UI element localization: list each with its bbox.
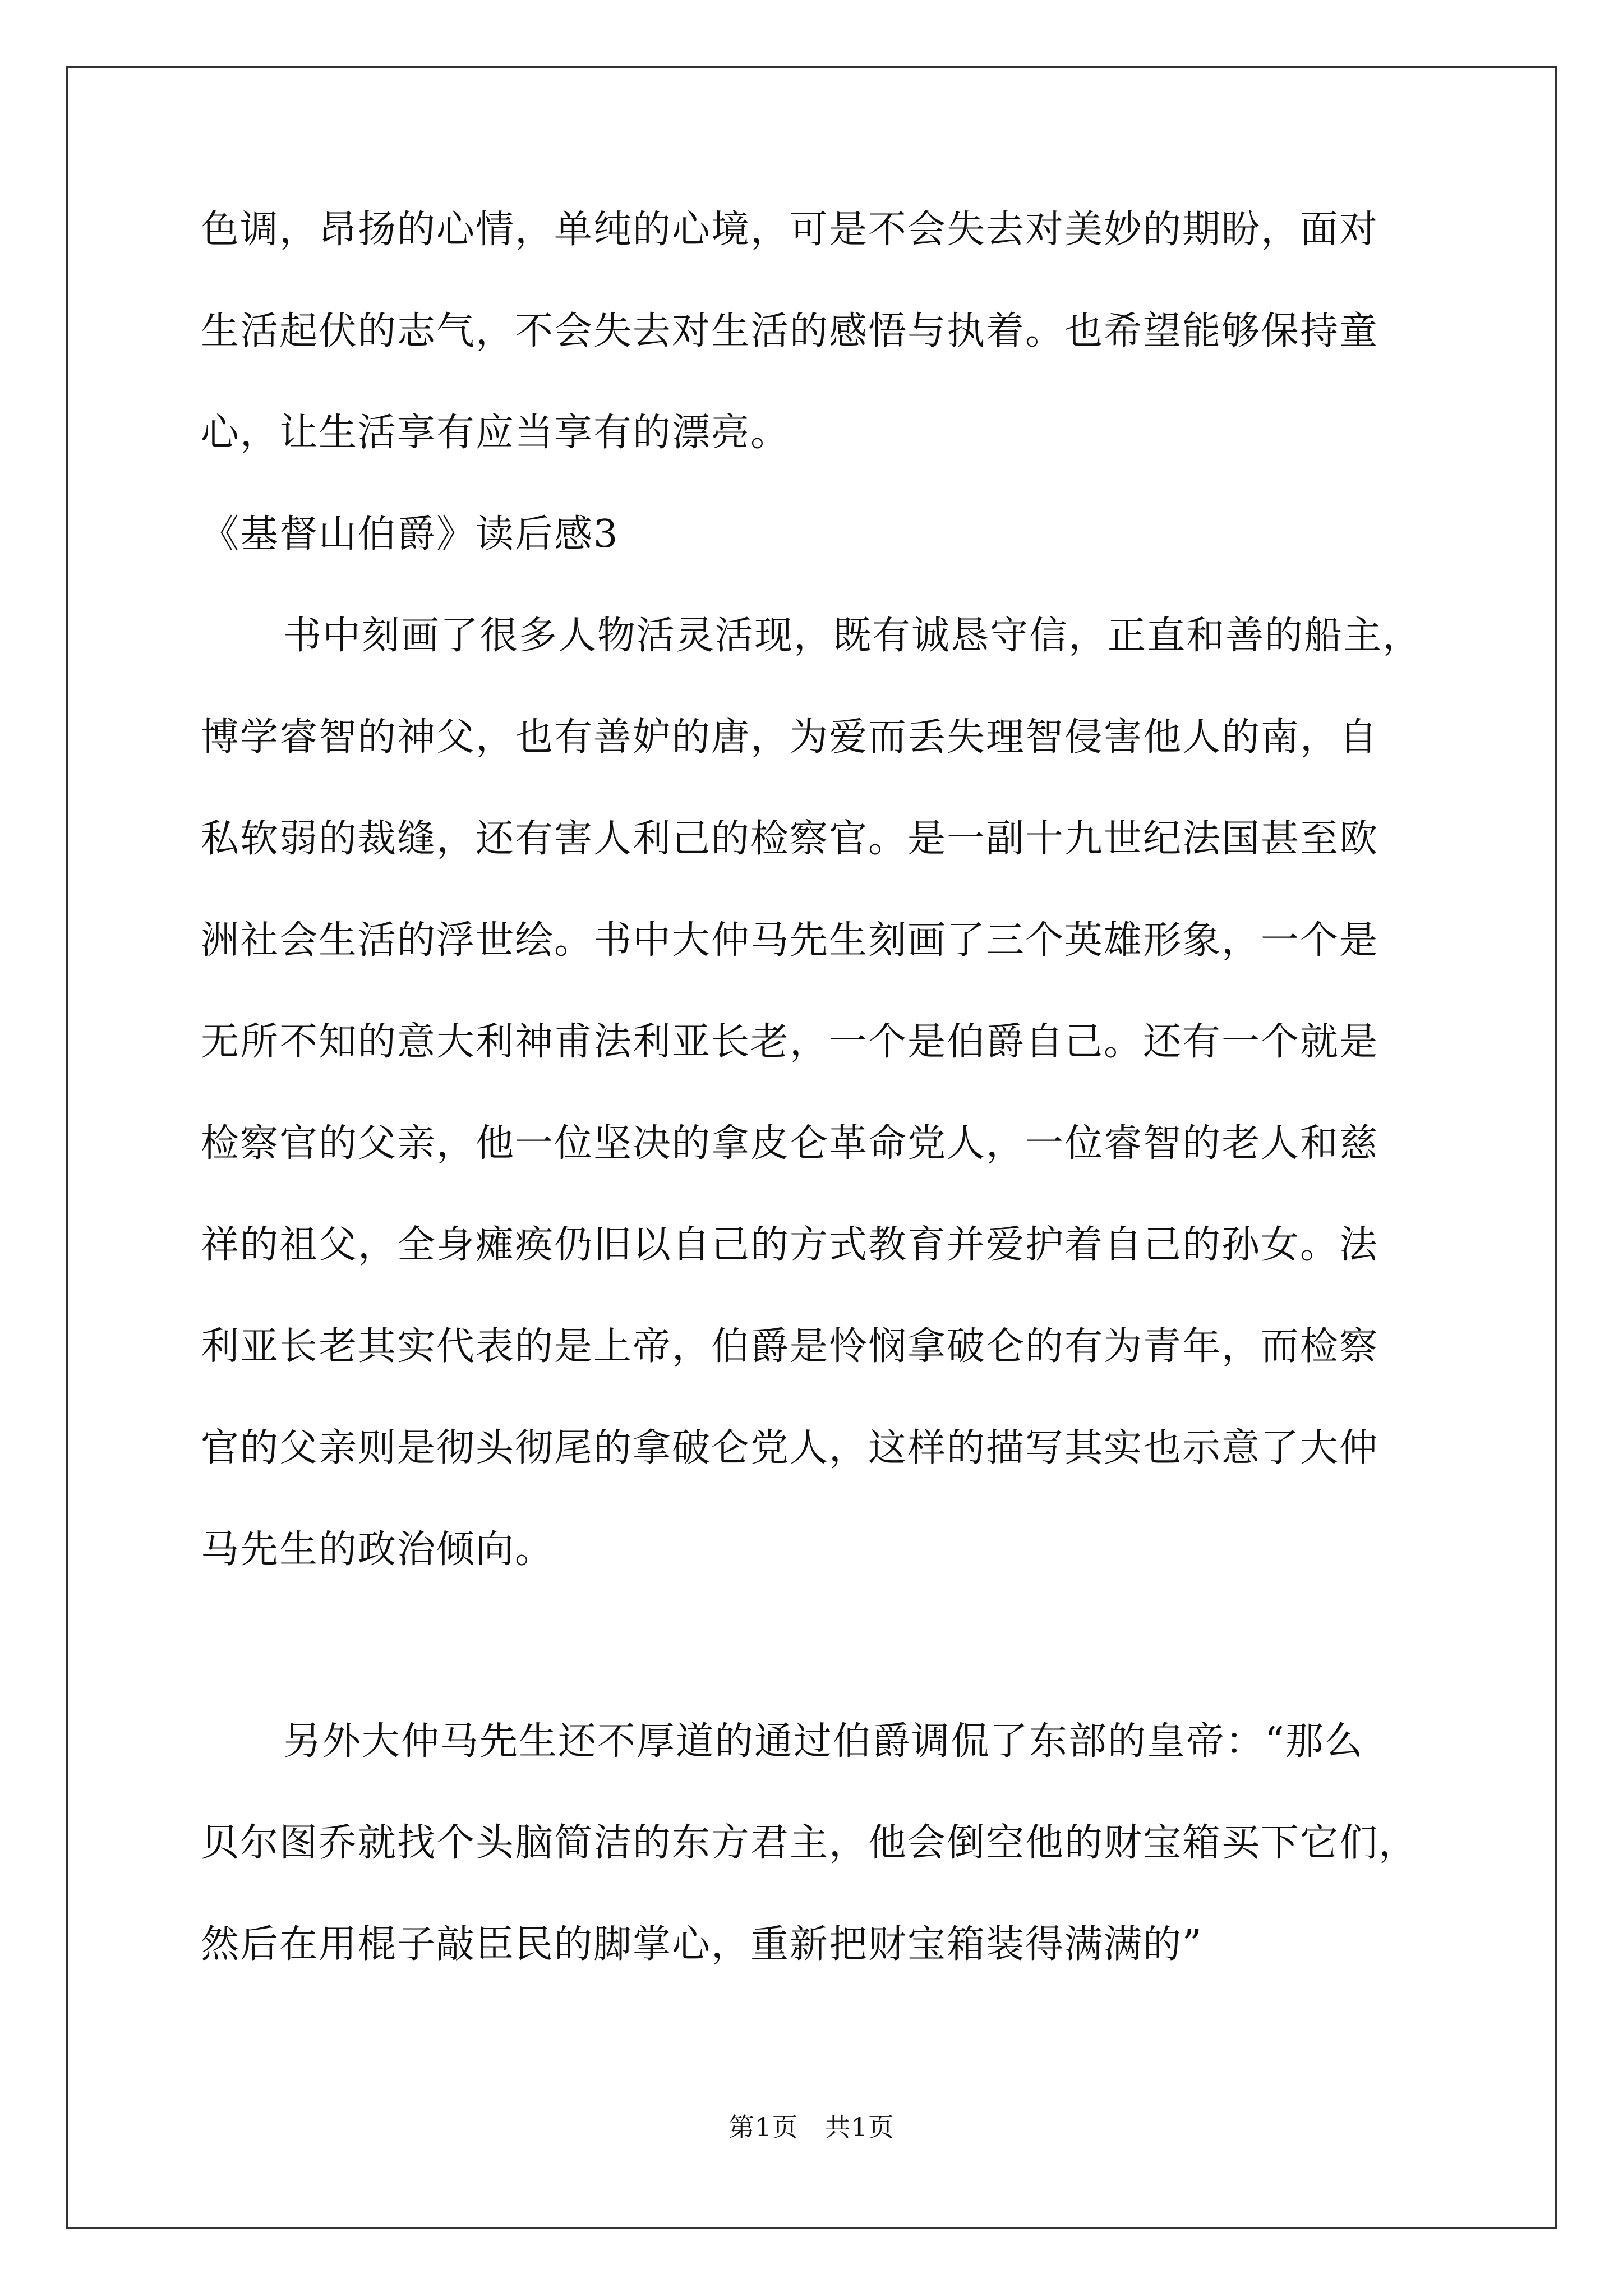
text-line: 贝尔图乔就找个头脑简洁的东方君主，他会倒空他的财宝箱买下它们， <box>201 1821 1418 1865</box>
text-line: 官的父亲则是彻头彻尾的拿破仑党人，这样的描写其实也示意了大仲 <box>201 1426 1379 1470</box>
text-line: 无所不知的意大利神甫法利亚长老，一个是伯爵自己。还有一个就是 <box>201 1020 1379 1064</box>
text-line: 利亚长老其实代表的是上帝，伯爵是怜悯拿破仑的有为青年，而检察 <box>201 1324 1379 1369</box>
text-line: 马先生的政治倾向。 <box>201 1527 555 1572</box>
section-heading: 《基督山伯爵》读后感3 <box>201 512 619 556</box>
text-line: 另外大仲马先生还不厚道的通过伯爵调侃了东部的皇帝：“那么 <box>283 1719 1364 1764</box>
text-line: 色调，昂扬的心情，单纯的心境，可是不会失去对美妙的期盼，面对 <box>201 208 1379 252</box>
text-line: 生活起伏的志气，不会失去对生活的感悟与执着。也希望能够保持童 <box>201 309 1379 353</box>
text-line: 心，让生活享有应当享有的漂亮。 <box>201 411 790 455</box>
text-line: 洲社会生活的浮世绘。书中大仲马先生刻画了三个英雄形象，一个是 <box>201 918 1379 963</box>
text-line: 私软弱的裁缝，还有害人利己的检察官。是一副十九世纪法国甚至欧 <box>201 817 1379 861</box>
page-footer: 第1页 共1页 <box>728 2112 895 2142</box>
text-line: 祥的祖父，全身瘫痪仍旧以自己的方式教育并爱护着自己的孙女。法 <box>201 1223 1379 1267</box>
text-line: 然后在用棍子敲臣民的脚掌心，重新把财宝箱装得满满的” <box>201 1922 1203 1967</box>
text-line: 检察官的父亲，他一位坚决的拿皮仑革命党人，一位睿智的老人和慈 <box>201 1121 1379 1166</box>
text-line: 书中刻画了很多人物活灵活现，既有诚恳守信，正直和善的船主， <box>283 614 1422 658</box>
text-line: 博学睿智的神父，也有善妒的唐，为爱而丢失理智侵害他人的南，自 <box>201 715 1379 760</box>
